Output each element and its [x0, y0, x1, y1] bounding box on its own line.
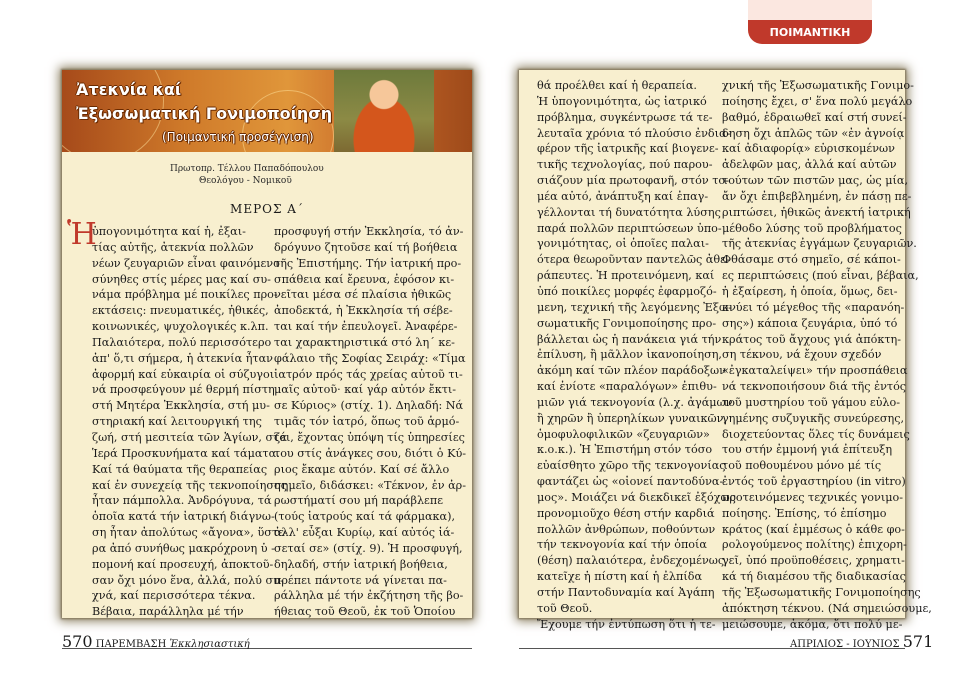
text-line: κράτος τοῦ ἄγχους γιά ἀπόκτη-	[722, 332, 902, 346]
text-line: γονιμότητας, οἱ ὁποῖες παλαι-	[537, 237, 709, 251]
page-number: 570	[62, 632, 93, 651]
author-name: Πρωτοπρ. Τέλλου Παπαδόπουλου	[170, 164, 324, 174]
text-line: τούτων τῶν πιστῶν μας, ὡς μία,	[722, 174, 909, 188]
text-line: Ἱερά Προσκυνήματα καί τάματα.	[92, 446, 280, 460]
text-line: Παλαιότερα, πολύ περισσότερο	[92, 335, 272, 349]
text-line: τοῦ ποθουμένου μόνο μέ τίς	[722, 459, 882, 473]
text-line: ἀδελφῶν μας, ἀλλά καί αὐτῶν	[722, 158, 897, 172]
text-line: χνά, καί περισσότερα τέκνα.	[92, 589, 256, 603]
text-line: μέα αὐτό, ἀνάπτυξη καί ἐπαγ-	[537, 189, 709, 203]
banner-title-line2: Ἐξωσωματική Γονιμοποίηση	[76, 104, 333, 123]
text-line: βάλλεται ὡς ἡ πανάκεια γιά τήν	[537, 332, 722, 346]
text-column-2	[274, 224, 466, 620]
text-line: καί ἐν συνεχείᾳ τῆς τεκνοποίησης	[92, 478, 287, 492]
text-line: νάμα πρόβλημα μέ ποικίλες προ-	[92, 288, 278, 302]
text-column-1	[92, 224, 288, 620]
text-line: προνομιοῦχο θέση στήν καρδιά	[537, 506, 715, 520]
text-line: ριπτώσει, ἠθικῶς ἀνεκτή ἰατρική	[722, 205, 911, 219]
text-line: ήθειας τοῦ Θεοῦ, ἐκ τοῦ Ὁποίου	[274, 605, 456, 619]
text-line: προσφυγή στήν Ἐκκλησία, τό ἀν-	[274, 225, 464, 238]
text-line: ἐπίλυση, ἢ μᾶλλον ἱκανοποίηση,	[537, 348, 722, 362]
text-line: ἀπ' ὅ,τι σήμερα, ἡ ἀτεκνία ἦταν	[92, 351, 273, 365]
text-line: τοῦ μυστηρίου τοῦ γάμου εὐλο-	[722, 395, 901, 409]
text-line: νά προσφεύγουν μέ θερμή πίστη	[92, 383, 275, 397]
text-line: βαθμό, ἑδραιωθεῖ καί στή συνεί-	[722, 110, 907, 124]
text-line: (θέση) παλαιότερα, ἐνδεχομένως,	[537, 554, 728, 568]
page-number: 571	[902, 632, 934, 651]
text-line: κ.ο.κ.). Ἡ Ἐπιστήμη στόν τόσο	[537, 443, 713, 457]
text-line: ἰατρόν πρός τάς χρείας αὐτοῦ τι-	[274, 367, 463, 381]
text-line: σιάζουν μία πρωτοφανῆ, στόν το-	[537, 174, 729, 188]
text-line: πομονή καί προσευχή, ἀποκτοῦ-	[92, 557, 274, 571]
text-line: παρά πολλῶν περιπτώσεων ὑπο-	[537, 221, 722, 235]
text-line: σης») κάποια ζευγάρια, ὑπό τό	[722, 316, 898, 330]
text-line: ποίησης. Ἐπίσης, τό ἐπίσημο	[722, 506, 887, 520]
text-line: ὁμοφυλοφιλικῶν «ζευγαριῶν»	[537, 427, 710, 441]
text-line: ράλληλα μέ τήν ἐκζήτηση τῆς βο-	[274, 589, 464, 603]
text-line: Βέβαια, παράλληλα μέ τήν	[92, 605, 244, 619]
text-line: Ἔχουμε τήν ἐντύπωση ὅτι ἡ τε-	[537, 617, 716, 631]
text-line: γεῖ, ὑπό προϋποθέσεις, χρηματι-	[722, 554, 905, 568]
text-line: μιῶν γιά τεκνογονία (λ.χ. ἀγάμων	[537, 395, 733, 409]
text-line: ρα ἀπό συνήθως μακρόχρονη ὑ -	[92, 541, 275, 555]
text-line: σεταί σε» (στίχ. 9). Ἡ προσφυγή,	[274, 541, 463, 555]
text-line: μος». Μοιάζει νά διεκδικεῖ ἐξόχως	[537, 490, 736, 504]
text-line: μαῖς αὐτοῦ· καί γάρ αὐτόν ἔκτι-	[274, 383, 457, 397]
text-line: ρολογούμενος πολίτης) ἐπιχορη-	[722, 538, 907, 552]
text-line: νέων ζευγαριῶν εἶναι φαινόμενο	[92, 256, 280, 270]
text-line: ἢ χηρῶν ἢ ὑπερηλίκων γυναικῶν,	[537, 411, 727, 425]
text-line: σύνηθες στίς μέρες μας καί συ-	[92, 272, 271, 286]
text-line: τίας αὐτῆς, ἀτεκνία πολλῶν	[92, 240, 254, 254]
text-line: σπάθεια καί ἔρευνα, ἐφόσον κι-	[274, 272, 455, 286]
text-line: φαντάζει ὡς «οἱονεί παντοδύνα-	[537, 475, 724, 489]
text-line: δηλαδή, στήν ἰατρική βοήθεια,	[274, 557, 448, 571]
text-line: εὐαίσθητο χῶρο τῆς τεκνογονίας	[537, 459, 726, 473]
text-line: (τούς ἰατρούς καί τά φάρμακα),	[274, 510, 456, 524]
text-line: φέρον τῆς ἰατρικῆς καί βιογενε-	[537, 142, 719, 156]
text-line: ζωή, στή μεσιτεία τῶν Ἁγίων, στά	[92, 430, 287, 444]
text-line: πρέπει πάντοτε νά γίνεται πα-	[274, 573, 447, 587]
footer-right	[790, 632, 933, 651]
text-line: Φθάσαμε στό σημεῖο, σέ κάποι-	[722, 253, 901, 267]
banner-subtitle: (Ποιμαντική προσέγγιση)	[162, 130, 314, 144]
magazine-name: ΠΑΡΕΜΒΑΣΗ	[95, 639, 167, 650]
article-card-right	[519, 70, 932, 631]
child-photo	[334, 70, 434, 152]
text-line: ποίησης ἔχει, σ' ἕνα πολύ μεγάλο	[722, 94, 913, 108]
text-line: κνύει τό μέγεθος τῆς «παρανόη-	[722, 300, 905, 314]
text-line: μέθοδο λύσης τοῦ προβλήματος	[722, 221, 902, 235]
section-tab-label: ΠΟΙΜΑΝΤΙΚΗ	[769, 26, 851, 39]
text-line: σωματικῆς Γονιμοποίησης προ-	[537, 316, 717, 330]
text-line: νά τεκνοποιήσουν διά τῆς ἐντός	[722, 380, 907, 394]
text-line: στηριακή καί λειτουργική της	[92, 415, 262, 429]
text-line: ἀπόκτηση τέκνου. (Νά σημειώσουμε,	[722, 601, 932, 615]
text-line: ριος ἔκαμε αὐτόν. Καί σέ ἄλλο	[274, 462, 450, 476]
text-line: διοχετεύοντας ὅλες τίς δυνάμεις	[722, 427, 910, 441]
magazine-subtitle: Ἐκκλησιαστική	[169, 639, 250, 650]
text-line: ζει, ἔχοντας ὑπόψη τίς ὑπηρεσίες	[274, 430, 465, 444]
text-line: ἡ ἐξαίρεση, ἡ ὁποία, ὅμως, δει-	[722, 284, 898, 298]
text-column-3	[537, 78, 736, 633]
text-column-4	[722, 78, 932, 633]
text-line: τῆς Ἐπιστήμης. Τήν ἰατρική προ-	[274, 256, 462, 270]
text-line: Ἡ ὑπογονιμότητα, ὡς ἰατρικό	[537, 94, 707, 108]
text-line: ἀκόμη καί τῶν πλέον παράδοξων	[537, 364, 726, 378]
article-banner	[62, 70, 472, 152]
text-line: χνική τῆς Ἐξωσωματικῆς Γονιμο-	[722, 79, 914, 92]
text-line: στή Μητέρα Ἐκκλησία, στή μυ-	[92, 399, 270, 413]
text-line: ἀφορμή καί εὐκαιρία οἱ σύζυγοι	[92, 367, 275, 381]
text-line: ἦταν πάμπολλα. Ἀνδρόγυνα, τά	[92, 494, 272, 508]
text-line: τῆς ἀτεκνίας ἐγγάμων ζευγαριῶν.	[722, 237, 917, 251]
text-line: σε Κύριος» (στίχ. 1). Δηλαδή: Νά	[274, 399, 464, 413]
text-line: «ἐγκαταλείψει» τήν προσπάθεια	[722, 364, 908, 378]
text-line: ἄν ὄχι ἐπιβεβλημένη, ἐν πάσῃ πε-	[722, 189, 912, 203]
text-line: ες περιπτώσεις (πού εἶναι, βέβαια,	[722, 269, 919, 283]
text-line: γημένης συζυγικῆς συνεύρεσης,	[722, 411, 905, 425]
text-line: σημεῖο, διδάσκει: «Τέκνον, ἐν ἀρ-	[274, 478, 467, 492]
part-heading: ΜΕΡΟΣ Α΄	[230, 202, 304, 216]
text-line: ὁποῖα κατά τήν ἰατρική διάγνω-	[92, 510, 275, 524]
text-line: φάλαιο τῆς Σοφίας Σειράχ: «Τίμα	[274, 351, 466, 365]
text-line: ότερα θεωροῦνταν παντελῶς ἀθε-	[537, 253, 730, 267]
text-line: σαν ὄχι μόνο ἕνα, ἀλλά, πολύ συ-	[92, 573, 284, 587]
text-line: του στήν ἐμμονή γιά ἐπίτευξη	[722, 443, 893, 457]
text-line: Καί τά θαύματα τῆς θεραπείας	[92, 462, 268, 476]
text-line: εκτάσεις: πνευματικές, ἠθικές,	[92, 304, 269, 318]
text-line: ση τέκνου, νά ἔχουν σχεδόν	[722, 348, 882, 362]
text-line: λευταῖα χρόνια τό πλούσιο ἐνδια-	[537, 126, 731, 140]
text-line: νεῖται μέσα σέ πλαίσια ἠθικῶς	[274, 288, 452, 302]
text-line: ὑπό ποικίλες μορφές ἐφαρμοζό-	[537, 284, 717, 298]
text-line: ται χαρακτηριστικά στό λη΄ κε-	[274, 335, 455, 349]
text-line: μειώσουμε, ἀκόμα, ὅτι πολύ με-	[722, 617, 903, 631]
text-line: κοινωνικές, ψυχολογικές κ.λπ.	[92, 320, 269, 334]
text-line: κράτος (καί ἐμμέσως ὁ κάθε φο-	[722, 522, 905, 536]
text-line: τήν τεκνογονία καί τήν ὁποία	[537, 538, 707, 552]
article-card-left	[62, 70, 472, 618]
text-line: στήν Παντοδυναμία καί Ἀγάπη	[537, 586, 715, 599]
text-line: καί ἀδιαφορίᾳ» εὑρισκομένων	[722, 142, 895, 156]
text-line: κατεῖχε ἡ πίστη καί ἡ ἐλπίδα	[537, 570, 703, 584]
text-line: ἐντός τοῦ ἐργαστηρίου (in vitro)	[722, 475, 906, 489]
author-title: Θεολόγου - Νομικοῦ	[199, 176, 292, 186]
text-line: καί ἐνίοτε «παραλόγων» ἐπιθυ-	[537, 380, 717, 394]
text-line: πρόβλημα, συγκέντρωσε τά τε-	[537, 110, 713, 124]
drop-cap: Ἡ	[67, 217, 97, 252]
issue-date: ΑΠΡΙΛΙΟΣ - ΙΟΥΝΙΟΣ	[790, 639, 900, 650]
text-line: τιμᾶς τόν ἰατρό, ὅπως τοῦ ἁρμό-	[274, 415, 460, 429]
text-line: δρόγυνο ζητοῦσε καί τή βοήθεια	[274, 240, 458, 254]
text-line: δηση ὄχι ἁπλῶς τῶν «ἐν ἀγνοίᾳ	[722, 126, 905, 140]
text-line: ση ἦταν ἀπολύτως «ἄγονα», ὕστε-	[92, 526, 288, 540]
footer-left	[62, 632, 250, 651]
text-line: ράπευτες. Ἡ προτεινόμενη, καί	[537, 269, 715, 283]
text-line: γέλλονται τή δυνατότητα λύσης	[537, 205, 721, 219]
section-tab	[748, 0, 872, 44]
text-line: τῆς Ἐξωσωματικῆς Γονιμοποίησης	[722, 586, 921, 599]
text-line: προτεινόμενες τεχνικές γονιμο-	[722, 490, 904, 504]
text-line: θά προέλθει καί ἡ θεραπεία.	[537, 79, 697, 92]
text-line: ἀποδεκτά, ἡ Ἐκκλησία τή σέβε-	[274, 304, 453, 318]
text-line: του στίς ἀνάγκες σου, διότι ὁ Κύ-	[274, 446, 467, 460]
text-line: ὑπογονιμότητα καί ἡ, ἐξαι-	[92, 225, 246, 238]
text-line: κά τή διαμέσου τῆς διαδικασίας	[722, 570, 906, 584]
text-line: ται καί τήν ἐπευλογεῖ. Ἀναφέρε-	[274, 320, 458, 334]
text-line: τικῆς τεχνολογίας, πού παρου-	[537, 158, 713, 172]
text-line: ρωστήματί σου μή παράβλεπε	[274, 494, 443, 508]
banner-title-line1: Ἀτεκνία καί	[76, 80, 182, 99]
text-line: τοῦ Θεοῦ.	[537, 601, 593, 615]
text-line: πολλῶν ἀνθρώπων, ποθούντων	[537, 522, 716, 536]
text-line: ἀλλ' εὖξαι Κυρίῳ, καί αὐτός ἰά-	[274, 526, 455, 540]
text-line: μενη, τεχνική τῆς λεγόμενης Ἐξω-	[537, 300, 732, 314]
